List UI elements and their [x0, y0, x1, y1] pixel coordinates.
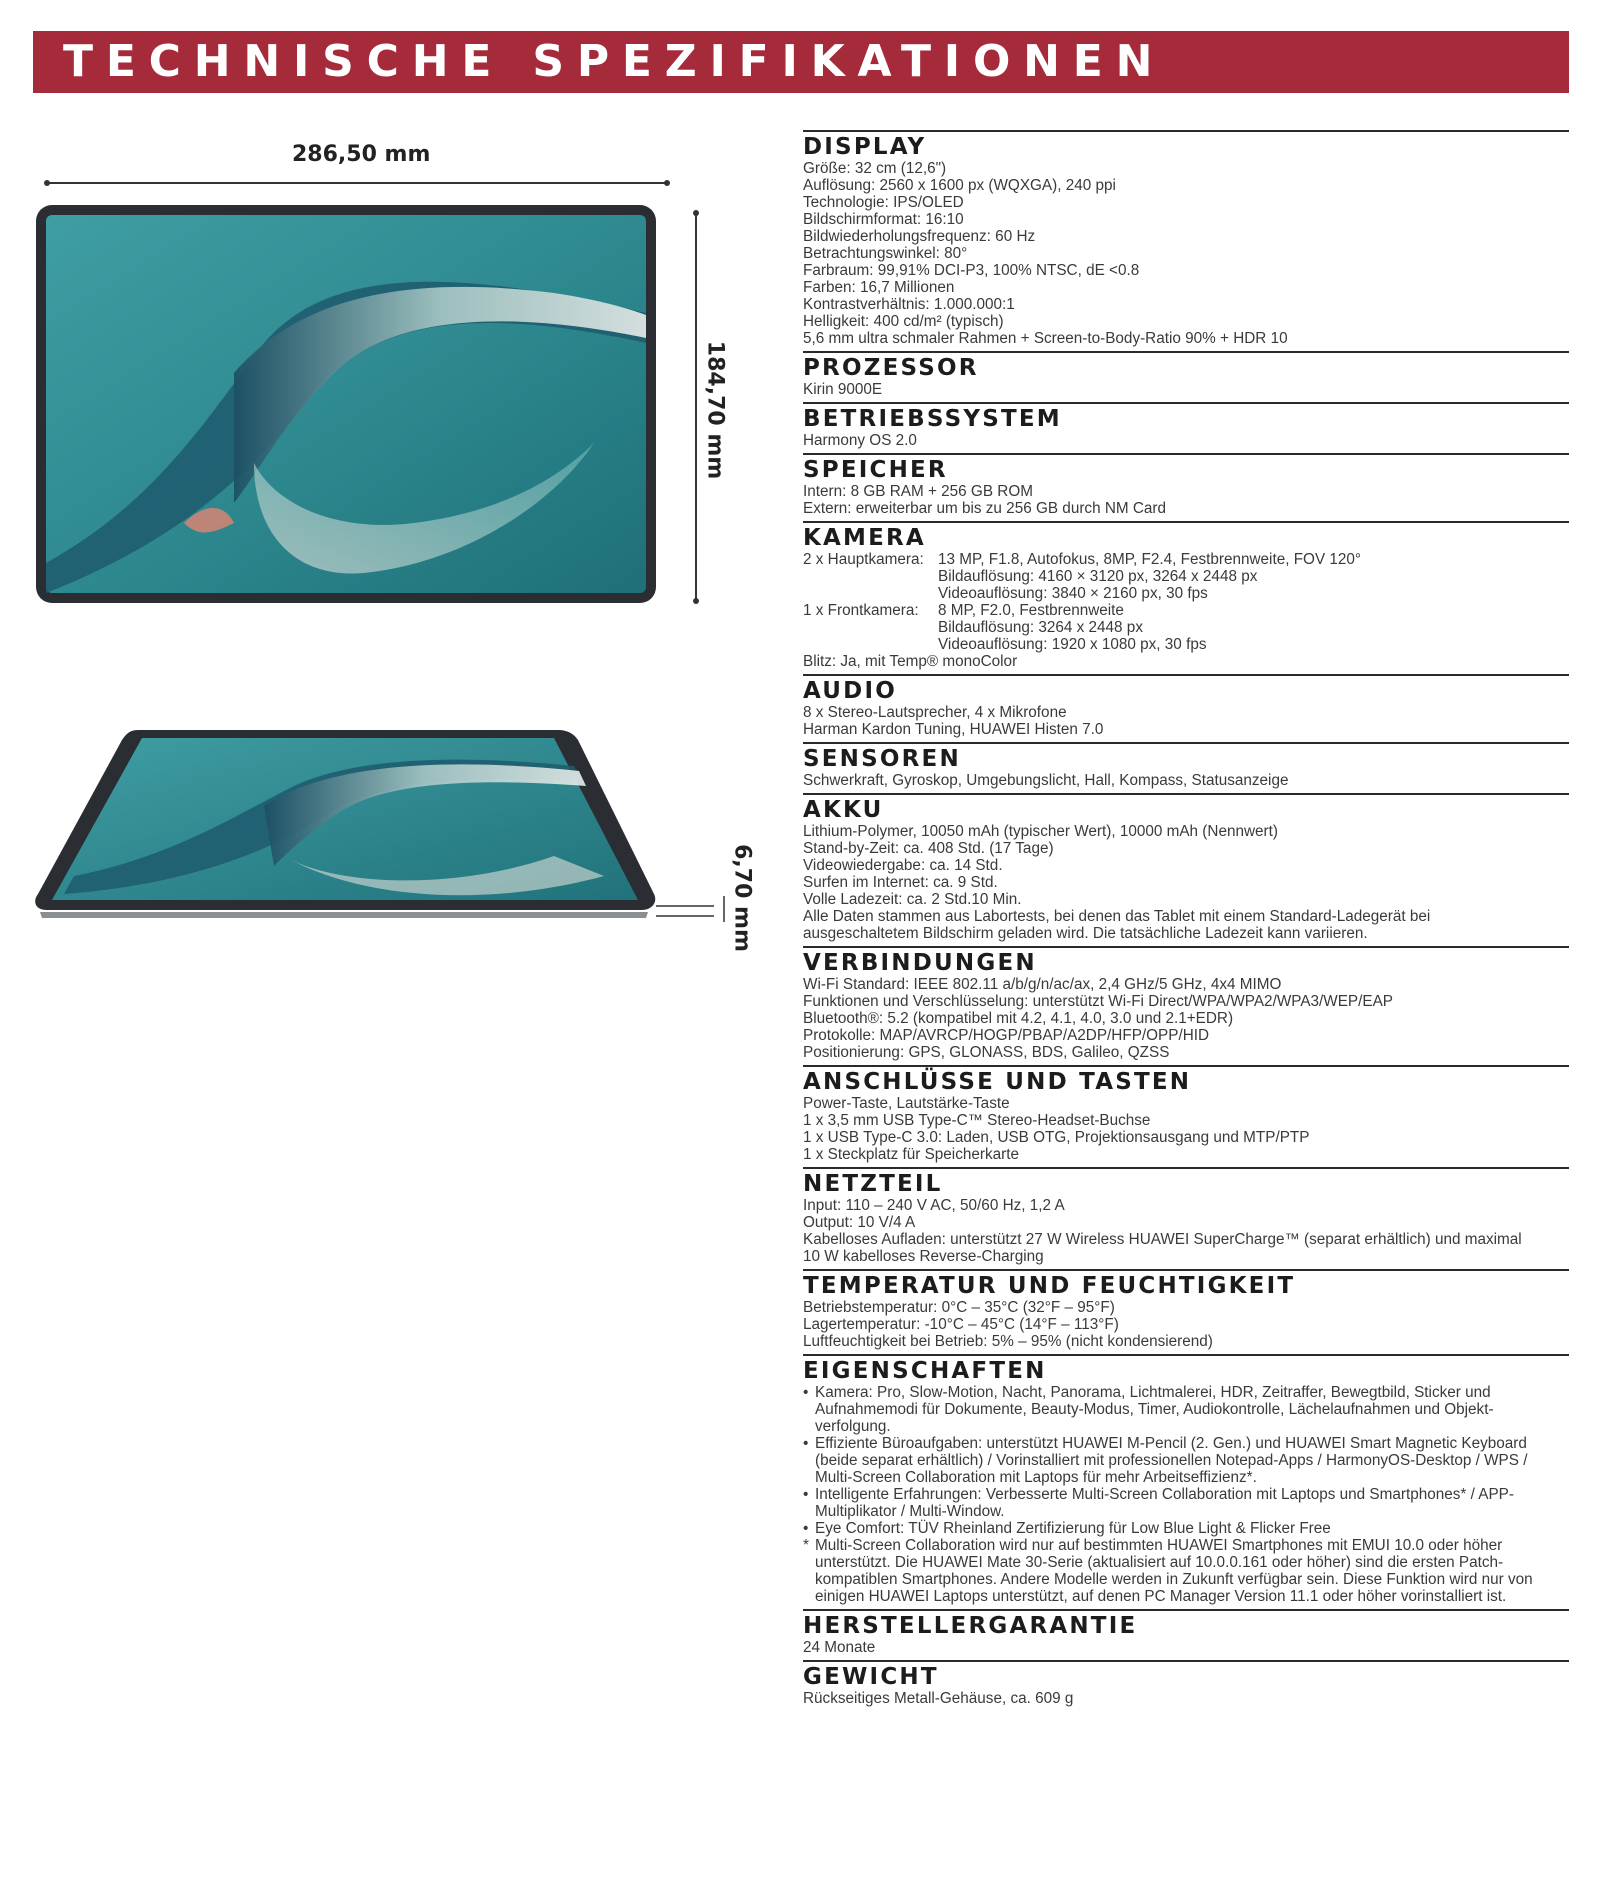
spec-line: Farbraum: 99,91% DCI-P3, 100% NTSC, dE <0.8 — [803, 262, 1140, 279]
spec-line: Bildauflösung: 3264 x 2448 px — [938, 619, 1143, 636]
spec-line: Wi-Fi Standard: IEEE 802.11 a/b/g/n/ac/ax, 2,4 GHz/5 GHz, 4x4 MIMO — [803, 976, 1282, 993]
spec-line: Harman Kardon Tuning, HUAWEI Histen 7.0 — [803, 721, 1104, 738]
spec-line: Intern: 8 GB RAM + 256 GB ROM — [803, 483, 1033, 500]
spec-line: 1 x 3,5 mm USB Type-C™ Stereo-Headset-Buchse — [803, 1112, 1151, 1129]
spec-line: Funktionen und Verschlüsselung: unterstützt Wi-Fi Direct/WPA/WPA2/WPA3/WEP/EAP — [803, 993, 1393, 1010]
bullet-text: Intelligente Erfahrungen: Verbesserte Multi-Screen Collaboration mit Laptops und Smartphones* / APP-Multiplikator / Multi-Window. — [815, 1486, 1514, 1520]
spec-line: Technologie: IPS/OLED — [803, 194, 964, 211]
spec-line: Lagertemperatur: -10°C – 45°C (14°F – 113°F) — [803, 1316, 1119, 1333]
section-gewicht — [803, 1660, 1569, 1707]
section-title: TEMPERATUR UND FEUCHTIGKEIT — [803, 1273, 1296, 1299]
spec-line: Rückseitiges Metall-Gehäuse, ca. 609 g — [803, 1690, 1074, 1707]
height-dimension-label: 184,70 mm — [702, 340, 728, 480]
spec-line: Kirin 9000E — [803, 381, 883, 398]
section-title: PROZESSOR — [803, 355, 979, 381]
spec-line: Volle Ladezeit: ca. 2 Std.10 Min. — [803, 891, 1022, 908]
spec-line: Helligkeit: 400 cd/m² (typisch) — [803, 313, 1004, 330]
spec-line: 5,6 mm ultra schmaler Rahmen + Screen-to-Body-Ratio 90% + HDR 10 — [803, 330, 1288, 347]
footnote — [803, 1537, 1569, 1605]
front-camera-label: 1 x Frontkamera: — [803, 602, 919, 619]
spec-line: Videowiedergabe: ca. 14 Std. — [803, 857, 1003, 874]
spec-line: Input: 110 – 240 V AC, 50/60 Hz, 1,2 A — [803, 1197, 1065, 1214]
tablet-angled-image — [34, 726, 754, 922]
spec-line: Bluetooth®: 5.2 (kompatibel mit 4.2, 4.1, 4.0, 3.0 und 2.1+EDR) — [803, 1010, 1234, 1027]
section-garantie — [803, 1609, 1569, 1656]
bullet-text: Eye Comfort: TÜV Rheinland Zertifizierung für Low Blue Light & Flicker Free — [815, 1520, 1331, 1537]
bullet-mark: • — [803, 1486, 809, 1503]
section-kamera — [803, 521, 1569, 670]
spec-line: 24 Monate — [803, 1639, 876, 1656]
section-title: VERBINDUNGEN — [803, 950, 1037, 976]
footnote-text: Multi-Screen Collaboration wird nur auf bestimmten HUAWEI Smartphones mit EMUI 10.0 oder höher unterstützt. Die HUAWEI Mate 30-Serie (aktualisiert auf 10.0.0.161 oder höher) sind die ersten Patch-kompatiblen Smartphones. Andere Modelle werden in Zukunft verfügbar sein. Diese Funktion wird nur von einigen HUAWEI Laptops unterstützt, auf denen PC Manager Version 11.1 oder höher vorinstalliert ist. — [815, 1537, 1533, 1605]
spec-line: Videoauflösung: 1920 x 1080 px, 30 fps — [938, 636, 1207, 653]
spec-line: Schwerkraft, Gyroskop, Umgebungslicht, Hall, Kompass, Statusanzeige — [803, 772, 1289, 789]
feature-bullet — [803, 1520, 1569, 1537]
section-audio — [803, 674, 1569, 738]
spec-line: Harmony OS 2.0 — [803, 432, 917, 449]
spec-line: Luftfeuchtigkeit bei Betrieb: 5% – 95% (nicht kondensierend) — [803, 1333, 1213, 1350]
spec-line: 1 x Steckplatz für Speicherkarte — [803, 1146, 1019, 1163]
spec-line: Auflösung: 2560 x 1600 px (WQXGA), 240 ppi — [803, 177, 1116, 194]
spec-line: 1 x USB Type-C 3.0: Laden, USB OTG, Projektionsausgang und MTP/PTP — [803, 1129, 1310, 1146]
bullet-mark: • — [803, 1435, 809, 1452]
spec-line: 10 W kabelloses Reverse-Charging — [803, 1248, 1044, 1265]
height-dimension-line — [695, 212, 697, 602]
section-title: SPEICHER — [803, 457, 948, 483]
page-title: TECHNISCHE SPEZIFIKATIONEN — [63, 36, 1166, 87]
spec-line: Bildauflösung: 4160 × 3120 px, 3264 x 2448 px — [938, 568, 1258, 585]
section-speicher — [803, 453, 1569, 517]
spec-line: Farben: 16,7 Millionen — [803, 279, 955, 296]
footnote-mark: * — [803, 1537, 809, 1554]
spec-line: Blitz: Ja, mit Temp® monoColor — [803, 653, 1018, 670]
title-bar — [33, 31, 1569, 93]
spec-line: ausgeschaltetem Bildschirm geladen wird. Die tatsächliche Ladezeit kann variieren. — [803, 925, 1368, 942]
front-camera-value: 8 MP, F2.0, Festbrennweite — [938, 602, 1124, 619]
main-camera-label: 2 x Hauptkamera: — [803, 551, 924, 568]
section-title: AUDIO — [803, 678, 897, 704]
spec-list — [803, 130, 1569, 1711]
spec-line: Lithium-Polymer, 10050 mAh (typischer Wert), 10000 mAh (Nennwert) — [803, 823, 1278, 840]
section-sensoren — [803, 742, 1569, 789]
section-title: HERSTELLERGARANTIE — [803, 1613, 1138, 1639]
section-title: GEWICHT — [803, 1664, 939, 1690]
section-eigenschaften — [803, 1354, 1569, 1605]
spec-line: Größe: 32 cm (12,6") — [803, 160, 947, 177]
tablet-front-image — [34, 203, 658, 605]
spec-line: Betrachtungswinkel: 80° — [803, 245, 968, 262]
spec-line: Output: 10 V/4 A — [803, 1214, 916, 1231]
bullet-mark: • — [803, 1384, 809, 1401]
width-dimension-label: 286,50 mm — [292, 142, 431, 167]
section-verbindungen — [803, 946, 1569, 1061]
depth-dimension-label: 6,70 mm — [729, 844, 755, 952]
spec-line: Alle Daten stammen aus Labortests, bei denen das Tablet mit einem Standard-Ladegerät bei — [803, 908, 1431, 925]
section-betriebssystem — [803, 402, 1569, 449]
section-anschluesse — [803, 1065, 1569, 1163]
feature-bullet — [803, 1384, 1569, 1435]
section-temperatur — [803, 1269, 1569, 1350]
section-title: EIGENSCHAFTEN — [803, 1358, 1047, 1384]
section-display — [803, 130, 1569, 347]
spec-line: Kabelloses Aufladen: unterstützt 27 W Wireless HUAWEI SuperCharge™ (separat erhältlich) und maximal — [803, 1231, 1522, 1248]
section-title: BETRIEBSSYSTEM — [803, 406, 1062, 432]
width-dimension-line — [46, 182, 668, 184]
front-camera-row — [803, 602, 1569, 619]
bullet-text: Effiziente Büroaufgaben: unterstützt HUAWEI M-Pencil (2. Gen.) und HUAWEI Smart Magnetic Keyboard (beide separat erhältlich) / Vorinstalliert mit professionellen Notepad-Apps / HarmonyOS-Desktop / WPS / Multi-Screen Collaboration mit Laptops für mehr Arbeitseffizienz*. — [815, 1435, 1528, 1486]
bullet-text: Kamera: Pro, Slow-Motion, Nacht, Panorama, Lichtmalerei, HDR, Zeitraffer, Bewegtbild, Sticker und Aufnahmemodi für Dokumente, Beauty-Modus, Timer, Audiokontrolle, Lächelaufnahmen und Objekt-verfolgung. — [815, 1384, 1494, 1435]
main-camera-value: 13 MP, F1.8, Autofokus, 8MP, F2.4, Festbrennweite, FOV 120° — [938, 551, 1362, 568]
section-title: AKKU — [803, 797, 884, 823]
spec-line: 8 x Stereo-Lautsprecher, 4 x Mikrofone — [803, 704, 1067, 721]
spec-line: Surfen im Internet: ca. 9 Std. — [803, 874, 998, 891]
section-akku — [803, 793, 1569, 942]
feature-bullet — [803, 1486, 1569, 1520]
spec-line: Protokolle: MAP/AVRCP/HOGP/PBAP/A2DP/HFP/OPP/HID — [803, 1027, 1210, 1044]
spec-line: Power-Taste, Lautstärke-Taste — [803, 1095, 1010, 1112]
section-netzteil — [803, 1167, 1569, 1265]
spec-line: Bildwiederholungsfrequenz: 60 Hz — [803, 228, 1036, 245]
spec-line: Extern: erweiterbar um bis zu 256 GB durch NM Card — [803, 500, 1167, 517]
section-title: ANSCHLÜSSE UND TASTEN — [803, 1069, 1192, 1095]
spec-line: Kontrastverhältnis: 1.000.000:1 — [803, 296, 1015, 313]
section-title: NETZTEIL — [803, 1171, 943, 1197]
section-title: DISPLAY — [803, 134, 927, 160]
spec-line: Positionierung: GPS, GLONASS, BDS, Galileo, QZSS — [803, 1044, 1170, 1061]
main-camera-row — [803, 551, 1569, 568]
section-title: KAMERA — [803, 525, 926, 551]
section-title: SENSOREN — [803, 746, 961, 772]
spec-line: Bildschirmformat: 16:10 — [803, 211, 964, 228]
spec-line: Betriebstemperatur: 0°C – 35°C (32°F – 95°F) — [803, 1299, 1115, 1316]
section-prozessor — [803, 351, 1569, 398]
spec-line: Stand-by-Zeit: ca. 408 Std. (17 Tage) — [803, 840, 1054, 857]
bullet-mark: • — [803, 1520, 809, 1537]
spec-line: Videoauflösung: 3840 × 2160 px, 30 fps — [938, 585, 1208, 602]
feature-bullet — [803, 1435, 1569, 1486]
